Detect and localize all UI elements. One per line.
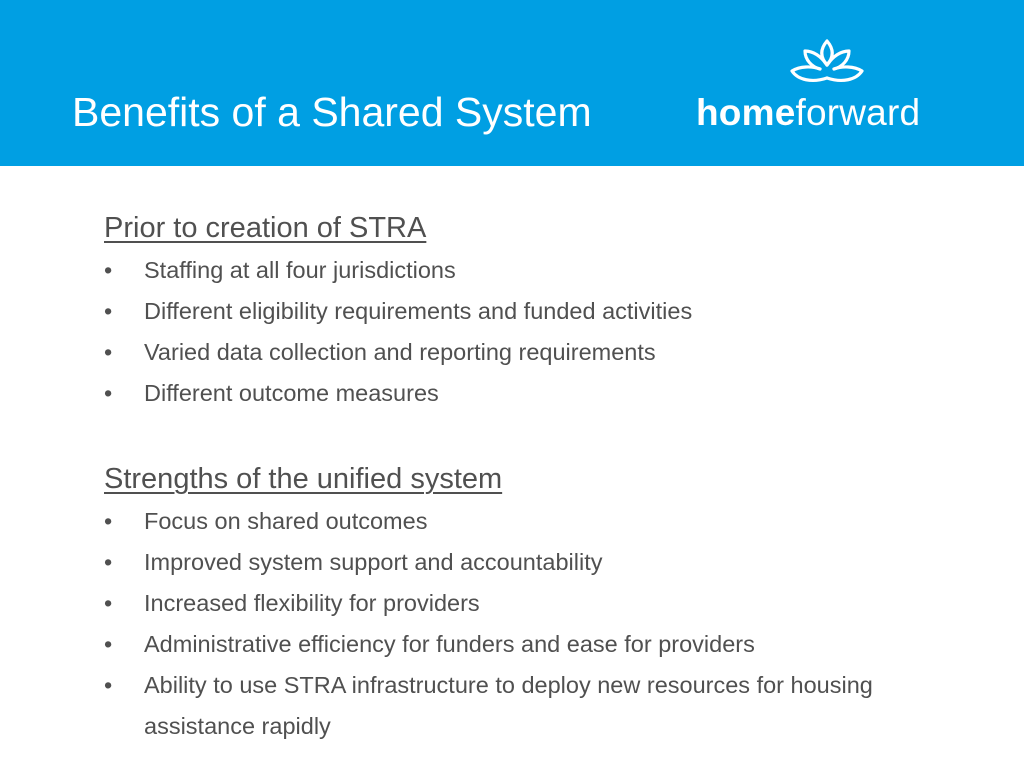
bullet-icon: • [104, 590, 113, 616]
list-item-text: Increased flexibility for providers [144, 590, 480, 616]
list-item [104, 373, 964, 414]
bullet-icon: • [104, 380, 113, 406]
section-prior [104, 206, 964, 414]
bullet-icon: • [104, 549, 113, 575]
bullet-icon: • [104, 298, 113, 324]
lotus-icon [788, 38, 866, 88]
list-item [104, 332, 964, 373]
list-item [104, 501, 964, 542]
section-heading: Prior to creation of STRA [104, 212, 427, 244]
logo-text-bold: home [696, 92, 796, 133]
section-heading: Strengths of the unified system [104, 463, 503, 495]
list-item-text: Administrative efficiency for funders and ease for providers [144, 631, 755, 657]
list-item-text: Different eligibility requirements and funded activities [144, 298, 693, 324]
section-strengths [104, 457, 964, 747]
list-item [104, 542, 964, 583]
list-item [104, 583, 964, 624]
bullet-icon: • [104, 672, 113, 698]
slide-content [104, 206, 964, 747]
logo-wordmark [696, 90, 920, 136]
bullet-icon: • [104, 339, 113, 365]
homeforward-logo [696, 38, 958, 138]
list-item [104, 665, 964, 747]
slide-title: Benefits of a Shared System [72, 89, 592, 135]
list-item-text: Ability to use STRA infrastructure to deploy new resources for housing assistance rapidly [144, 672, 873, 739]
bullet-list [104, 250, 964, 414]
header-banner [0, 0, 1024, 166]
list-item [104, 250, 964, 291]
list-item-text: Improved system support and accountability [144, 549, 603, 575]
bullet-list [104, 501, 964, 747]
list-item [104, 291, 964, 332]
list-item-text: Staffing at all four jurisdictions [144, 257, 456, 283]
bullet-icon: • [104, 257, 113, 283]
list-item-text: Varied data collection and reporting requirements [144, 339, 656, 365]
list-item-text: Different outcome measures [144, 380, 439, 406]
list-item [104, 624, 964, 665]
section-spacer [104, 414, 964, 457]
bullet-icon: • [104, 631, 113, 657]
bullet-icon: • [104, 508, 113, 534]
logo-text-light: forward [795, 92, 921, 133]
list-item-text: Focus on shared outcomes [144, 508, 428, 534]
